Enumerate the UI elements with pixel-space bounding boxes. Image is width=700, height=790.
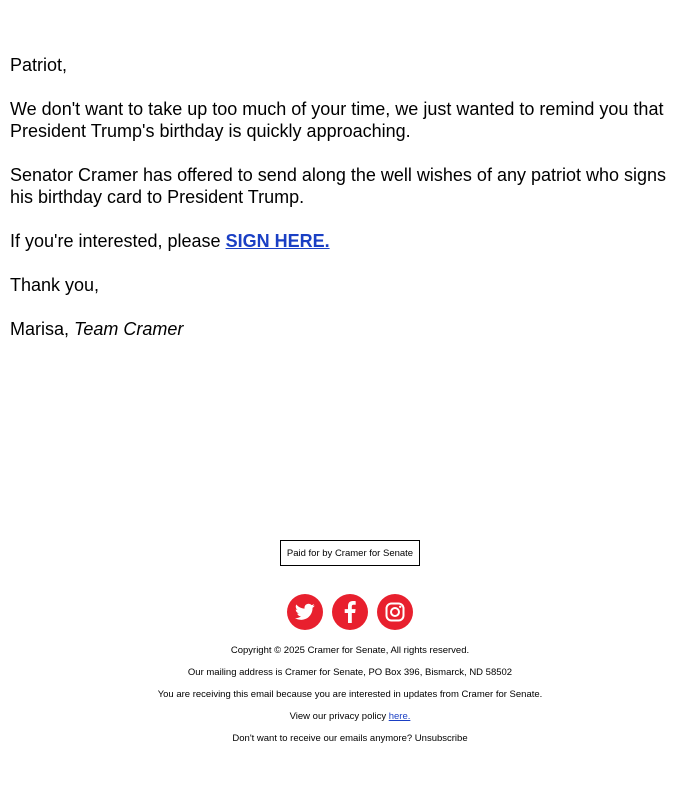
footer — [0, 540, 700, 750]
privacy-prefix: View our privacy policy — [289, 711, 389, 722]
unsubscribe-prefix: Don't want to receive our emails anymore? — [232, 733, 415, 744]
unsubscribe-line — [0, 728, 700, 750]
sign-here-link[interactable]: SIGN HERE. — [225, 231, 330, 251]
paid-for-disclaimer: Paid for by Cramer for Senate — [280, 540, 420, 566]
unsubscribe-link[interactable]: Unsubscribe — [414, 733, 468, 744]
paragraph-offer: Senator Cramer has offered to send along the well wishes of any patriot who signs his birthday card to President Trump. — [10, 165, 667, 207]
mailing-address: Our mailing address is Cramer for Senate, PO Box 396, Bismarck, ND 58502 — [187, 667, 513, 678]
privacy-line — [0, 706, 700, 728]
signature — [10, 318, 690, 340]
cta-line — [10, 230, 690, 252]
subscription-reason: You are receiving this email because you are interested in updates from Cramer for Senate. — [157, 689, 543, 700]
twitter-icon — [295, 603, 315, 621]
email-body — [10, 54, 690, 362]
paragraph-reminder: We don't want to take up too much of your time, we just wanted to remind you that President Trump's birthday is quickly approaching. — [10, 99, 664, 141]
twitter-button[interactable] — [287, 594, 323, 630]
facebook-icon — [344, 601, 356, 623]
cta-prefix: If you're interested, please — [10, 231, 226, 251]
facebook-button[interactable] — [332, 594, 368, 630]
greeting: Patriot, — [10, 55, 68, 75]
signer-team: Team Cramer — [74, 319, 184, 339]
copyright-text: Copyright © 2025 Cramer for Senate, All rights reserved. — [230, 645, 470, 656]
footer-legal — [0, 640, 700, 750]
privacy-policy-link[interactable]: here. — [388, 711, 411, 722]
instagram-button[interactable] — [377, 594, 413, 630]
instagram-icon — [385, 602, 405, 622]
signer-name: Marisa, — [10, 319, 75, 339]
social-links — [0, 594, 700, 630]
closing: Thank you, — [10, 275, 100, 295]
